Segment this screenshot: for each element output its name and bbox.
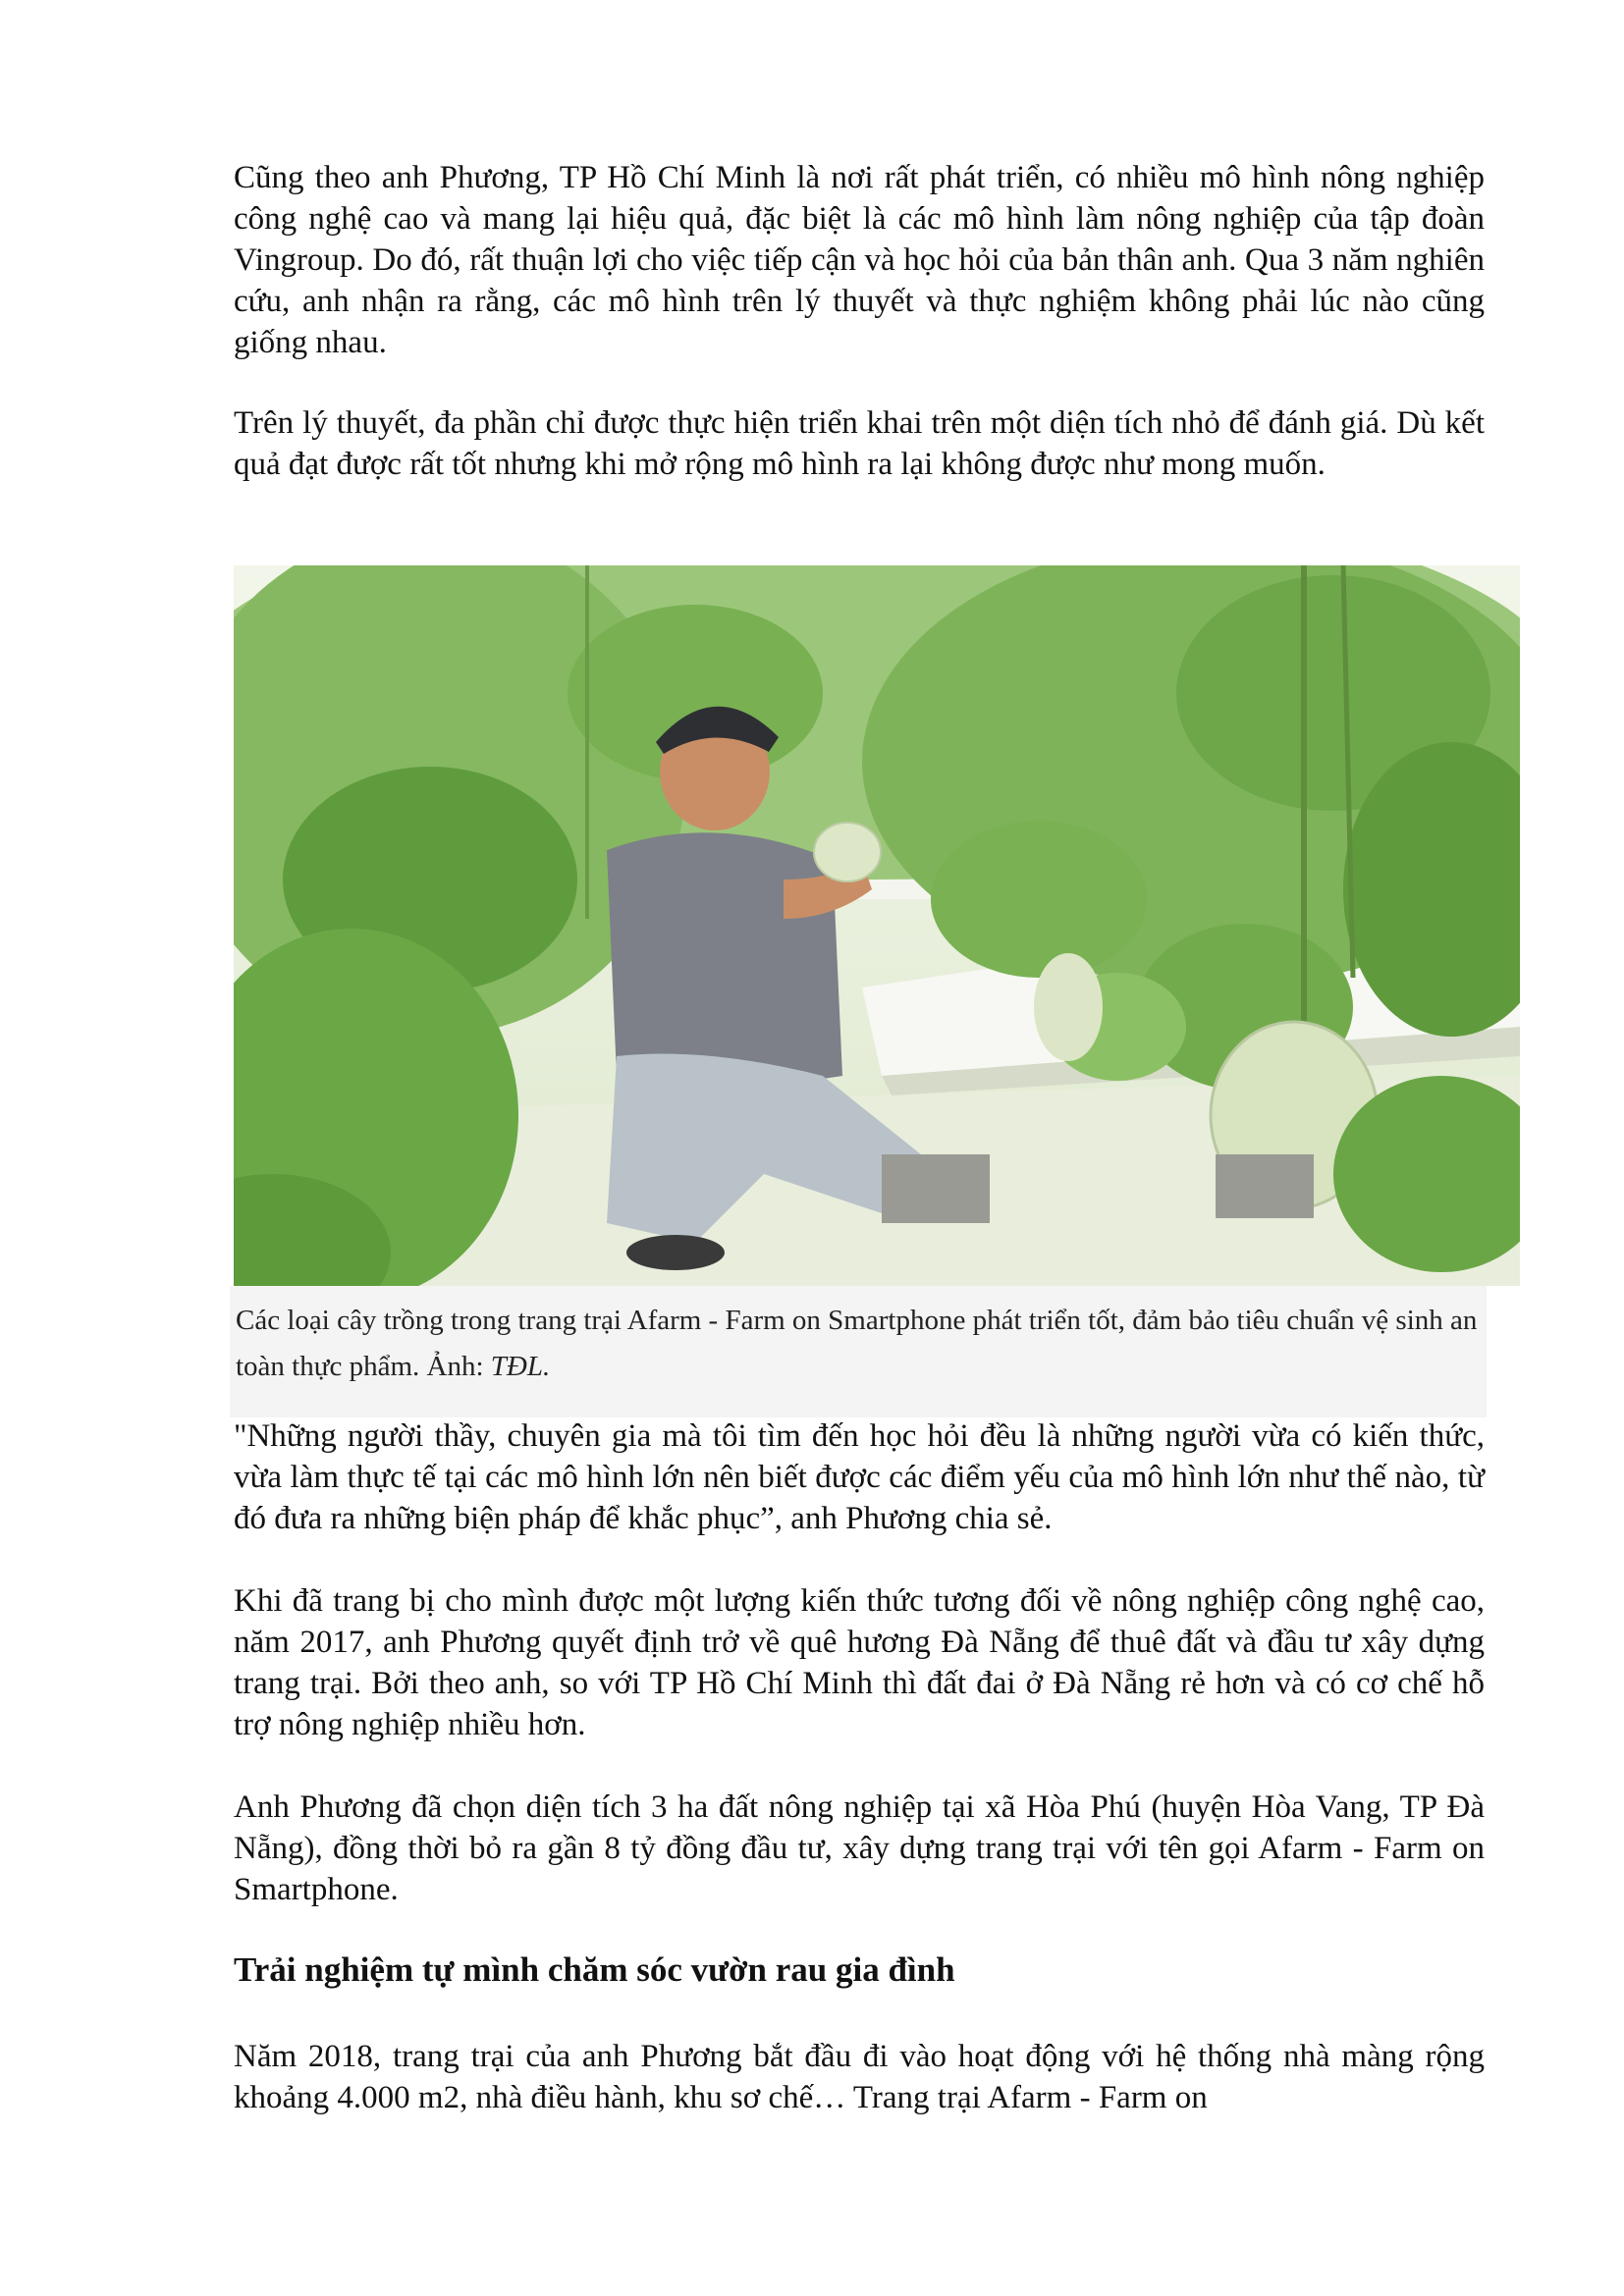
photo-caption (230, 1286, 1487, 1417)
greenhouse-photo-illustration (234, 565, 1520, 1286)
paragraph-1: Cũng theo anh Phương, TP Hồ Chí Minh là nơi rất phát triển, có nhiều mô hình nông nghiệp công nghệ cao và mang lại hiệu quả, đặc biệt là các mô hình làm nông nghiệp của tập đoàn Vingroup. Do đó, rất thuận lợi cho việc tiếp cận và học hỏi của bản thân anh. Qua 3 năm nghiên cứu, anh nhận ra rằng, các mô hình trên lý thuyết và thực nghiệm không phải lúc nào cũng giống nhau. (234, 160, 1485, 360)
article-photo (234, 565, 1520, 1286)
paragraph-3: "Những người thầy, chuyên gia mà tôi tìm đến học hỏi đều là những người vừa có kiến thức, vừa làm thực tế tại các mô hình lớn nên biết được các điểm yếu của mô hình lớn như thế nào, từ đó đưa ra những biện pháp để khắc phục”, anh Phương chia sẻ. (234, 1418, 1485, 1536)
caption-text: Các loại cây trồng trong trang trại Afarm - Farm on Smartphone phát triển tốt, đảm bảo tiêu chuẩn vệ sinh an toàn thực phẩm. Ảnh: (236, 1305, 1478, 1382)
section-heading: Trải nghiệm tự mình chăm sóc vườn rau gia đình (234, 1950, 955, 1989)
caption-credit: TĐL. (490, 1351, 551, 1382)
paragraph-5: Anh Phương đã chọn diện tích 3 ha đất nông nghiệp tại xã Hòa Phú (huyện Hòa Vang, TP Đà Nẵng), đồng thời bỏ ra gần 8 tỷ đồng đầu tư, xây dựng trang trại với tên gọi Afarm - Farm on Smartphone. (234, 1789, 1485, 1907)
paragraph-2: Trên lý thuyết, đa phần chỉ được thực hiện triển khai trên một diện tích nhỏ để đánh giá. Dù kết quả đạt được rất tốt nhưng khi mở rộng mô hình ra lại không được như mong muốn. (234, 405, 1485, 482)
paragraph-6: Năm 2018, trang trại của anh Phương bắt đầu đi vào hoạt động với hệ thống nhà màng rộng khoảng 4.000 m2, nhà điều hành, khu sơ chế… Trang trại Afarm - Farm on (234, 2039, 1485, 2115)
paragraph-4: Khi đã trang bị cho mình được một lượng kiến thức tương đối về nông nghiệp công nghệ cao, năm 2017, anh Phương quyết định trở về quê hương Đà Nẵng để thuê đất và đầu tư xây dựng trang trại. Bởi theo anh, so với TP Hồ Chí Minh thì đất đai ở Đà Nẵng rẻ hơn và có cơ chế hỗ trợ nông nghiệp nhiều hơn. (234, 1583, 1485, 1742)
